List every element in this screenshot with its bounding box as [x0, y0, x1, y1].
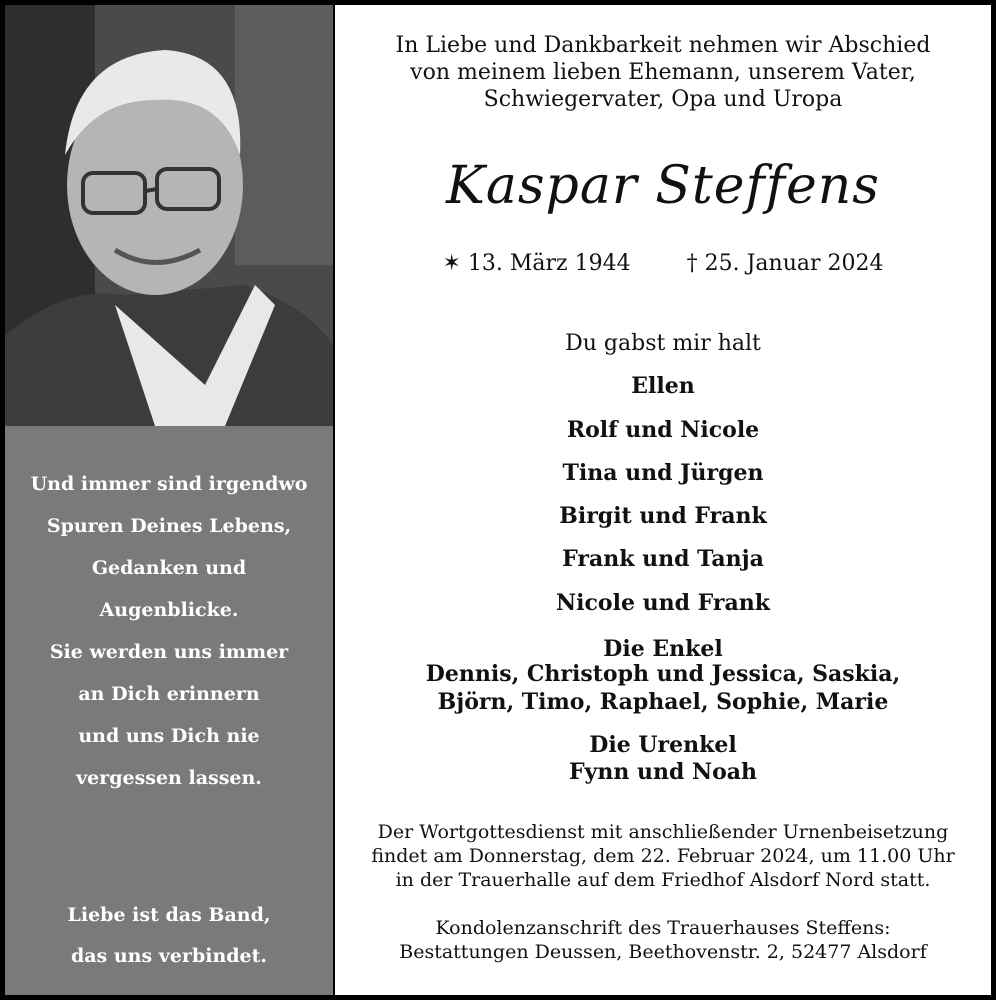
death-date: † 25. Januar 2024 — [686, 251, 884, 276]
grandchildren-title: Die Enkel — [603, 636, 723, 662]
great-grandchildren-title: Die Urenkel — [589, 732, 737, 758]
portrait-image — [5, 5, 333, 426]
birth-date: ✶ 13. März 1944 — [442, 251, 631, 276]
quote-panel — [5, 426, 333, 995]
grandchildren-line: Björn, Timo, Raphael, Sophie, Marie — [437, 689, 889, 715]
closing-line: Liebe ist das Band, — [67, 904, 271, 926]
quote-line: Sie werden uns immer — [49, 641, 289, 663]
grandchildren-line: Dennis, Christoph und Jessica, Saskia, — [425, 661, 901, 687]
family-member: Tina und Jürgen — [562, 460, 764, 486]
family-member: Rolf und Nicole — [566, 417, 760, 443]
condolence-line: Bestattungen Deussen, Beethovenstr. 2, 52477 Alsdorf — [399, 941, 927, 963]
great-grandchildren-names: Fynn und Noah — [568, 759, 758, 785]
quote-line: Und immer sind irgendwo — [30, 473, 308, 495]
quote-line: vergessen lassen. — [76, 767, 262, 789]
service-line: in der Trauerhalle auf dem Friedhof Alsdorf Nord statt. — [395, 869, 931, 891]
family-member: Birgit und Frank — [559, 503, 767, 529]
quote-line: Spuren Deines Lebens, — [46, 515, 292, 537]
right-column — [335, 5, 991, 995]
quote-line: an Dich erinnern — [78, 683, 260, 705]
condolence-line: Kondolenzanschrift des Trauerhauses Steffens: — [435, 917, 891, 939]
intro-line: von meinem lieben Ehemann, unserem Vater, — [410, 60, 916, 85]
life-dates — [335, 251, 991, 277]
closing-line: das uns verbindet. — [70, 945, 268, 967]
deceased-name: Kaspar Steffens — [446, 156, 880, 216]
family-member: Ellen — [631, 373, 695, 399]
service-line: findet am Donnerstag, dem 22. Februar 2024, um 11.00 Uhr — [371, 845, 955, 867]
service-line: Der Wortgottesdienst mit anschließender Urnenbeisetzung — [377, 821, 949, 843]
portrait-photo — [5, 5, 333, 426]
family-intro: Du gabst mir halt — [565, 331, 761, 356]
family-member: Nicole und Frank — [556, 590, 770, 616]
quote-line: Augenblicke. — [99, 599, 239, 621]
left-column — [5, 5, 333, 995]
quote-line: Gedanken und — [91, 557, 247, 579]
quote-line: und uns Dich nie — [78, 725, 260, 747]
intro-line: Schwiegervater, Opa und Uropa — [483, 87, 843, 112]
family-member: Frank und Tanja — [562, 546, 764, 572]
intro-line: In Liebe und Dankbarkeit nehmen wir Abschied — [395, 33, 931, 58]
